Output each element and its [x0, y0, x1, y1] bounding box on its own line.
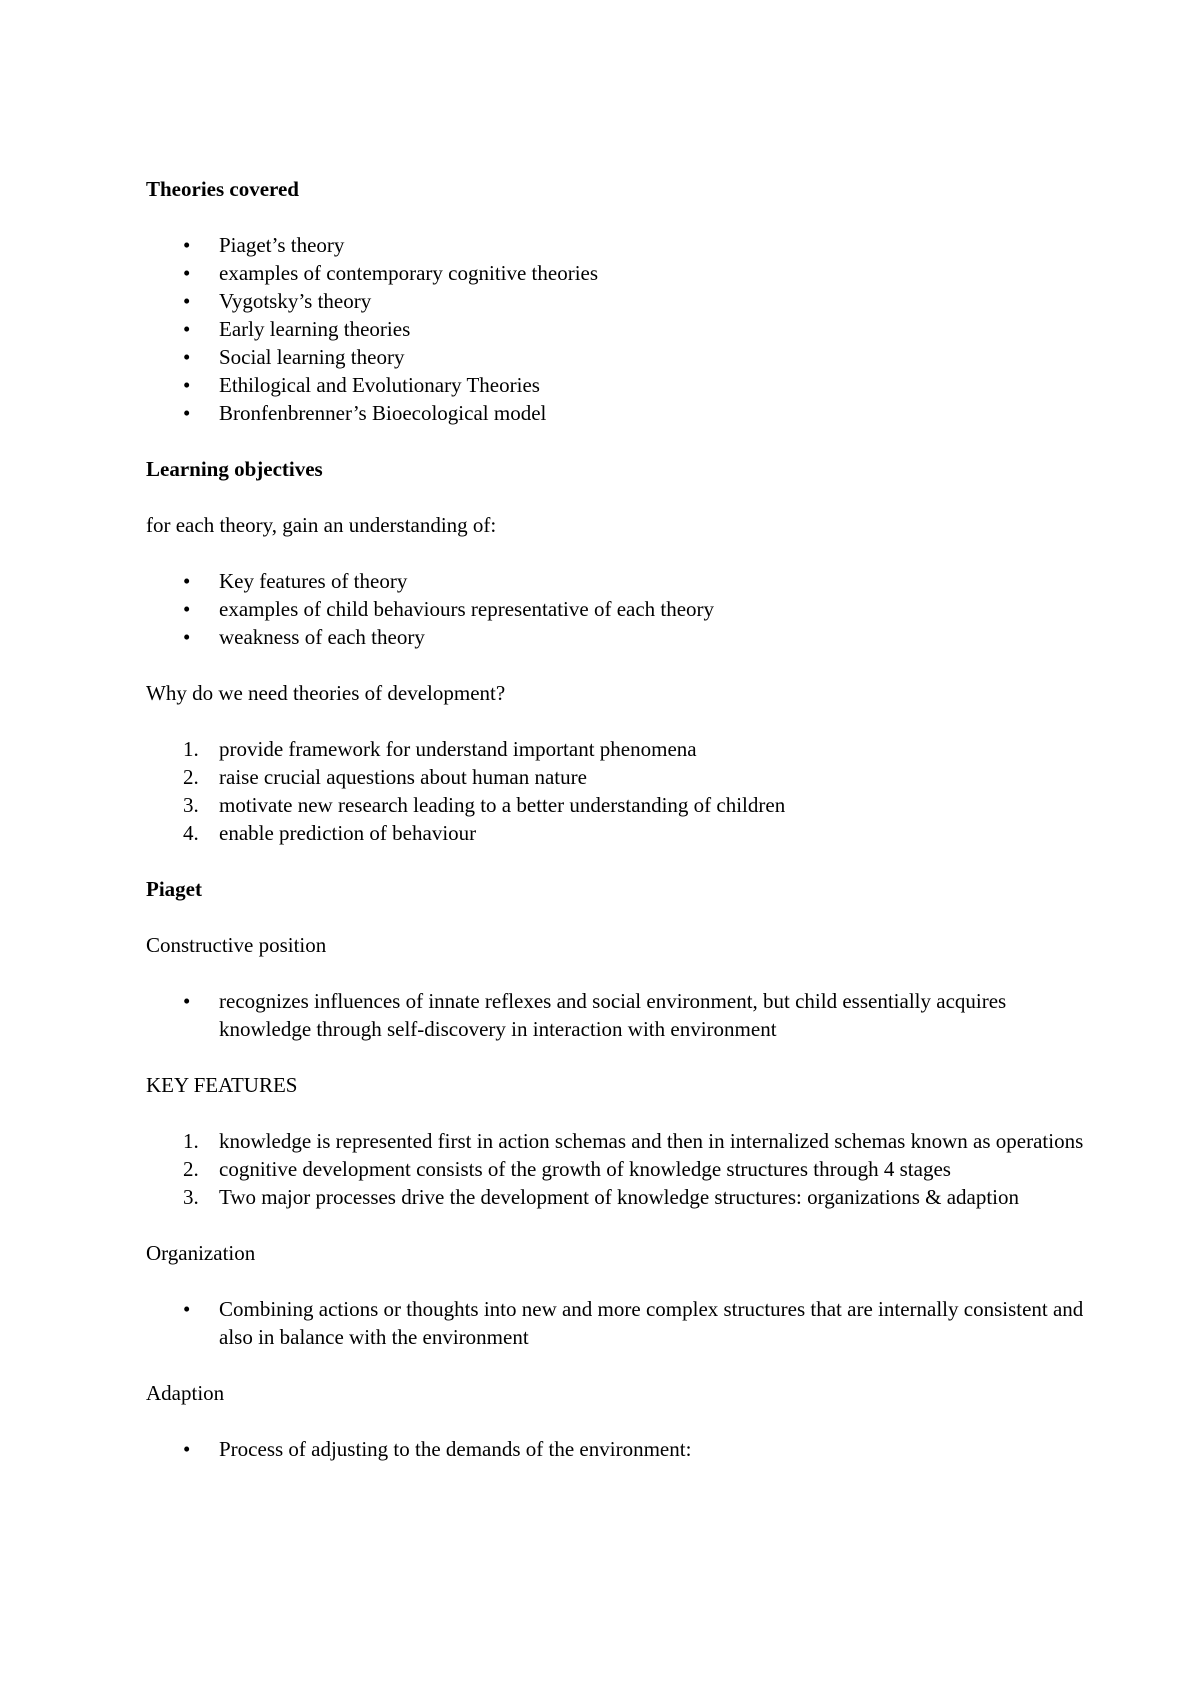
list-item: • Vygotsky’s theory	[146, 287, 1086, 315]
key-features-list	[146, 1127, 1086, 1211]
list-item: • Combining actions or thoughts into new and more complex structures that are internally consistent and also in balance with the environment	[146, 1295, 1086, 1351]
objectives-heading: Learning objectives	[146, 457, 323, 481]
adaption-list	[146, 1435, 1086, 1463]
list-item	[146, 819, 1086, 847]
list-item: • Social learning theory	[146, 343, 1086, 371]
list-number: 1.	[183, 737, 199, 761]
list-item-text: enable prediction of behaviour	[219, 821, 477, 845]
list-item: • Key features of theory	[146, 567, 1086, 595]
list-item	[146, 1127, 1086, 1155]
why-question: Why do we need theories of development?	[146, 681, 506, 705]
list-number: 2.	[183, 765, 199, 789]
objectives-list	[146, 567, 1086, 651]
constructive-position-list	[146, 987, 1086, 1043]
list-item-text: provide framework for understand important phenomena	[219, 737, 697, 761]
list-item	[146, 763, 1086, 791]
list-number: 3.	[183, 793, 199, 817]
theories-list	[146, 231, 1086, 427]
list-item: • Early learning theories	[146, 315, 1086, 343]
list-item: • weakness of each theory	[146, 623, 1086, 651]
list-item: • Ethilogical and Evolutionary Theories	[146, 371, 1086, 399]
list-item	[146, 735, 1086, 763]
why-list	[146, 735, 1086, 847]
list-item: • Bronfenbrenner’s Bioecological model	[146, 399, 1086, 427]
theories-heading: Theories covered	[146, 177, 299, 201]
list-number: 1.	[183, 1129, 199, 1153]
list-item	[146, 791, 1086, 819]
list-item-text: knowledge is represented first in action schemas and then in internalized schemas known as operations	[219, 1129, 1084, 1153]
organization-label: Organization	[146, 1241, 256, 1265]
list-number: 2.	[183, 1157, 199, 1181]
list-item	[146, 1183, 1086, 1211]
list-item: • Process of adjusting to the demands of the environment:	[146, 1435, 1086, 1463]
objectives-intro: for each theory, gain an understanding of:	[146, 513, 497, 537]
list-number: 4.	[183, 821, 199, 845]
document-content	[146, 175, 1086, 1491]
list-item: • examples of child behaviours representative of each theory	[146, 595, 1086, 623]
organization-list	[146, 1295, 1086, 1351]
list-item: • Piaget’s theory	[146, 231, 1086, 259]
list-number: 3.	[183, 1185, 199, 1209]
list-item: • recognizes influences of innate reflexes and social environment, but child essentially acquires knowledge through self-discovery in interaction with environment	[146, 987, 1086, 1043]
list-item	[146, 1155, 1086, 1183]
constructive-position-label: Constructive position	[146, 933, 327, 957]
list-item: • examples of contemporary cognitive theories	[146, 259, 1086, 287]
list-item-text: motivate new research leading to a better understanding of children	[219, 793, 786, 817]
list-item-text: cognitive development consists of the growth of knowledge structures through 4 stages	[219, 1157, 951, 1181]
list-item-text: raise crucial aquestions about human nature	[219, 765, 587, 789]
list-item-text: Two major processes drive the development of knowledge structures: organizations & adaption	[219, 1185, 1020, 1209]
key-features-label: KEY FEATURES	[146, 1073, 298, 1097]
piaget-heading: Piaget	[146, 877, 202, 901]
adaption-label: Adaption	[146, 1381, 225, 1405]
